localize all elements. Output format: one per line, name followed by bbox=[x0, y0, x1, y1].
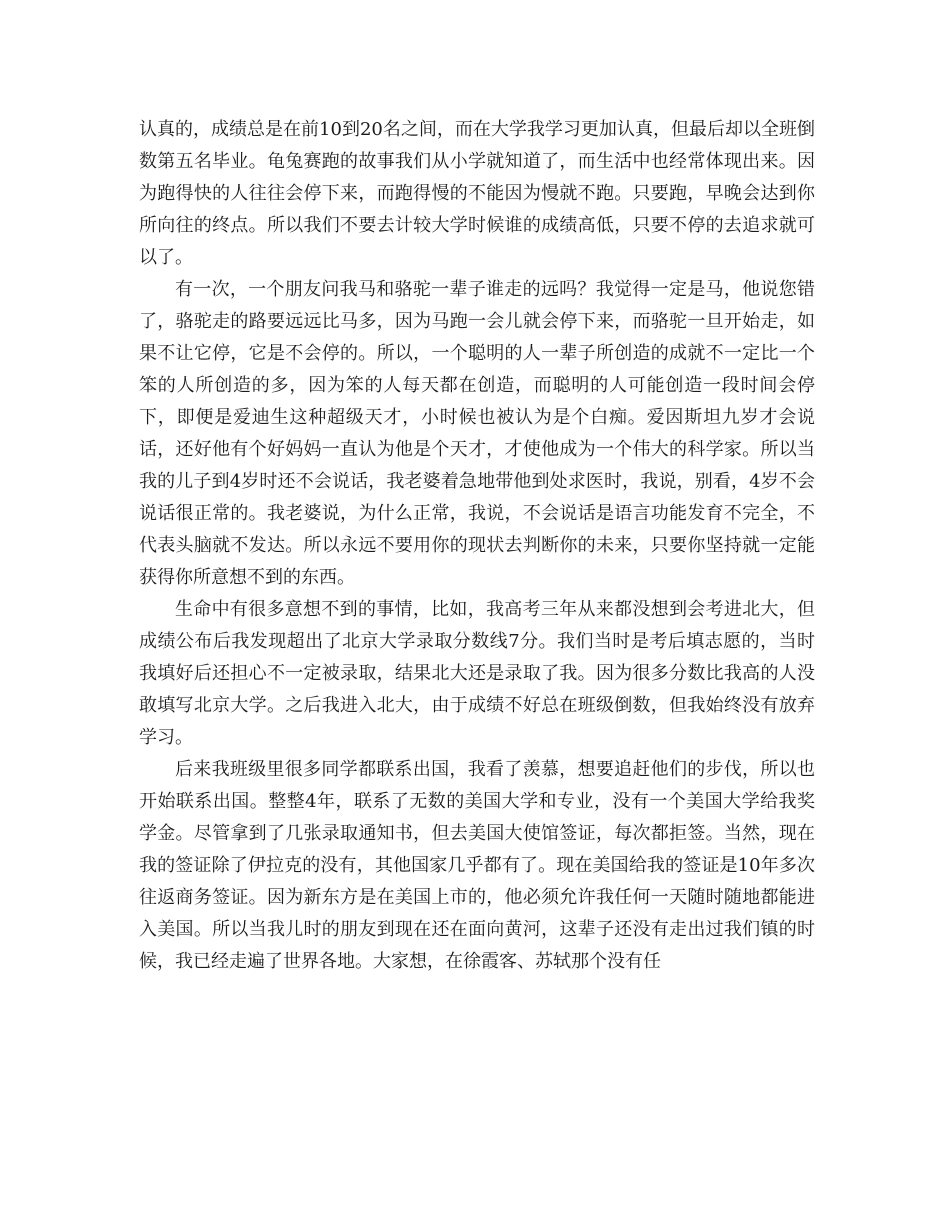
paragraph-3: 生命中有很多意想不到的事情，比如，我高考三年从来都没想到会考进北大，但成绩公布后我发现超出了北京大学录取分数线7分。我们当时是考后填志愿的，当时我填好后还担心不一定被录取，结果北大还是录取了我。因为很多分数比我高的人没敢填写北京大学。之后我进入北大，由于成绩不好总在班级倒数，但我始终没有放弃学习。 bbox=[139, 599, 815, 748]
paragraph-1: 认真的，成绩总是在前10到20名之间，而在大学我学习更加认真，但最后却以全班倒数第五名毕业。龟兔赛跑的故事我们从小学就知道了，而生活中也经常体现出来。因为跑得快的人往往会停下来，而跑得慢的不能因为慢就不跑。只要跑，早晚会达到你所向往的终点。所以我们不要去计较大学时候谁的成绩高低，只要不停的去追求就可以了。 bbox=[139, 119, 815, 268]
paragraph-4: 后来我班级里很多同学都联系出国，我看了羡慕，想要追赶他们的步伐，所以也开始联系出国。整整4年，联系了无数的美国大学和专业，没有一个美国大学给我奖学金。尽管拿到了几张录取通知书，但去美国大使馆签证，每次都拒签。当然，现在我的签证除了伊拉克的没有，其他国家几乎都有了。现在美国给我的签证是10年多次往返商务签证。因为新东方是在美国上市的，他必须允许我任何一天随时随地都能进入美国。所以当我儿时的朋友到现在还在面向黄河，这辈子还没有走出过我们镇的时候，我已经走遍了世界各地。大家想，在徐霞客、苏轼那个没有任 bbox=[139, 759, 815, 972]
paragraph-2: 有一次，一个朋友问我马和骆驼一辈子谁走的远吗？我觉得一定是马，他说您错了，骆驼走的路要远远比马多，因为马跑一会儿就会停下来，而骆驼一旦开始走，如果不让它停，它是不会停的。所以，一个聪明的人一辈子所创造的成就不一定比一个笨的人所创造的多，因为笨的人每天都在创造，而聪明的人可能创造一段时间会停下，即便是爱迪生这种超级天才，小时候也被认为是个白痴。爱因斯坦九岁才会说话，还好他有个好妈妈一直认为他是个天才，才使他成为一个伟大的科学家。所以当我的儿子到4岁时还不会说话，我老婆着急地带他到处求医时，我说，别看，4岁不会说话很正常的。我老婆说，为什么正常，我说，不会说话是语言功能发育不完全，不代表头脑就不发达。所以永远不要用你的现状去判断你的未来，只要你坚持就一定能获得你所意想不到的东西。 bbox=[139, 279, 815, 588]
document-body bbox=[139, 114, 815, 978]
